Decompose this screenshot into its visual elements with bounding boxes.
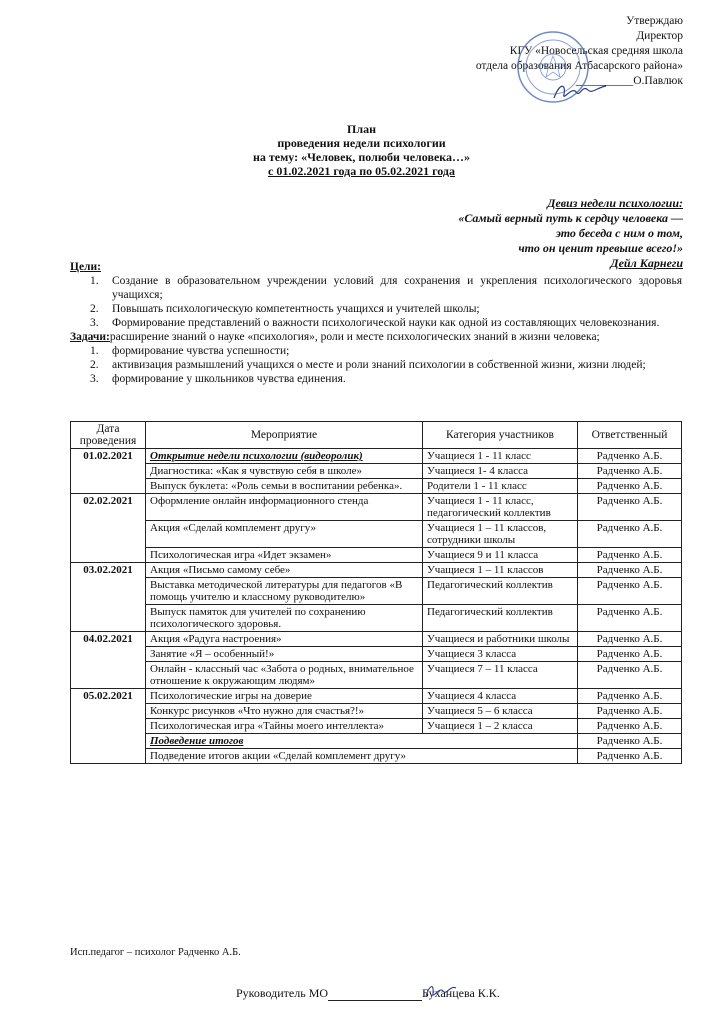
event-cell: Психологическая игра «Тайны моего интеллекта»	[146, 719, 423, 734]
tasks-heading: Задачи:	[70, 331, 110, 343]
responsible-cell: Радченко А.Б.	[578, 734, 682, 749]
column-header-responsible: Ответственный	[578, 422, 682, 449]
head-signature-line	[236, 986, 500, 1001]
motto-author: Дейл Карнеги	[610, 256, 683, 270]
column-header-category: Категория участников	[423, 422, 578, 449]
tasks-list	[70, 344, 682, 386]
responsible-cell: Радченко А.Б.	[578, 749, 682, 764]
motto-line: что он ценит превыше всего!»	[518, 241, 683, 255]
event-cell: Выставка методической литературы для педагогов «В помощь учителю и классному руководителю»	[146, 578, 423, 605]
event-cell: Занятие «Я – особенный!»	[146, 647, 423, 662]
list-item	[70, 344, 682, 358]
approval-line: Утверждаю	[626, 15, 683, 27]
table-row	[71, 605, 682, 632]
table-row	[71, 632, 682, 647]
responsible-cell: Радченко А.Б.	[578, 605, 682, 632]
table-row	[71, 749, 682, 764]
event-cell: Психологическая игра «Идет экзамен»	[146, 548, 423, 563]
responsible-cell: Радченко А.Б.	[578, 563, 682, 578]
category-cell: Учащиеся 1 – 11 классов	[423, 563, 578, 578]
list-number: 2.	[90, 303, 99, 315]
responsible-cell: Радченко А.Б.	[578, 578, 682, 605]
list-text: активизация размышлений учащихся о месте и роли знаний психологии в собственной жизни, жизни людей;	[112, 359, 646, 371]
category-cell: Учащиеся 3 класса	[423, 647, 578, 662]
head-label: Руководитель МО	[236, 986, 329, 1000]
list-number: 3.	[90, 373, 99, 385]
motto-line: это беседа с ним о том,	[555, 226, 683, 240]
date-cell: 02.02.2021	[71, 494, 146, 563]
date-cell: 05.02.2021	[71, 689, 146, 764]
goals-heading: Цели:	[70, 261, 101, 273]
title-dates: с 01.02.2021 года по 05.02.2021 года	[268, 164, 455, 178]
approval-line: отдела образования Атбасарского района»	[475, 60, 683, 72]
list-number: 3.	[90, 317, 99, 329]
category-cell: Учащиеся 9 и 11 класса	[423, 548, 578, 563]
title-line: План	[347, 122, 376, 136]
event-cell: Диагностика: «Как я чувствую себя в школе»	[146, 464, 423, 479]
category-cell: Учащиеся 5 – 6 класса	[423, 704, 578, 719]
column-header-date: Дата проведения	[71, 422, 146, 449]
goals-list	[70, 274, 682, 330]
event-cell: Выпуск памяток для учителей по сохранению психологического здоровья.	[146, 605, 423, 632]
tasks-intro-line	[70, 330, 682, 344]
category-cell: Учащиеся 1 – 2 класса	[423, 719, 578, 734]
table-header-row	[71, 422, 682, 449]
table-row	[71, 578, 682, 605]
event-cell: Оформление онлайн информационного стенда	[146, 494, 423, 521]
category-cell: Учащиеся 1 – 11 классов, сотрудники школы	[423, 521, 578, 548]
table-row	[71, 449, 682, 464]
list-text: Формирование представлений о важности психологической науки как одной из составляющих человекознания.	[112, 317, 660, 329]
event-cell: Акция «Сделай комплемент другу»	[146, 521, 423, 548]
responsible-cell: Радченко А.Б.	[578, 494, 682, 521]
event-cell: Акция «Письмо самому себе»	[146, 563, 423, 578]
category-cell: Родители 1 - 11 класс	[423, 479, 578, 494]
list-number: 1.	[90, 345, 99, 357]
signature-icon	[550, 80, 610, 104]
category-cell: Учащиеся 7 – 11 класса	[423, 662, 578, 689]
table-row	[71, 689, 682, 704]
list-text: формирование чувства успешности;	[112, 345, 290, 357]
goals-section	[70, 260, 682, 386]
list-number: 2.	[90, 359, 99, 371]
responsible-cell: Радченко А.Б.	[578, 479, 682, 494]
tasks-intro: расширение знаний о науке «психология», роли и месте психологических знаний в жизни человека;	[109, 331, 600, 343]
head-name: Буханцева К.К.	[422, 986, 500, 1000]
event-cell: Открытие недели психологии (видеоролик)	[146, 449, 423, 464]
table-row	[71, 521, 682, 548]
list-item	[70, 372, 682, 386]
table-row	[71, 719, 682, 734]
category-cell: Учащиеся 4 класса	[423, 689, 578, 704]
category-cell: Учащиеся 1 - 11 класс	[423, 449, 578, 464]
table-row	[71, 734, 682, 749]
title-line: проведения недели психологии	[277, 136, 446, 150]
responsible-cell: Радченко А.Б.	[578, 704, 682, 719]
responsible-cell: Радченко А.Б.	[578, 689, 682, 704]
list-item	[70, 358, 682, 372]
table-row	[71, 548, 682, 563]
list-item	[70, 316, 682, 330]
category-cell: Учащиеся 1- 4 класса	[423, 464, 578, 479]
approval-line: __________О.Павлюк	[575, 75, 683, 87]
event-cell: Подведение итогов акции «Сделай комплемент другу»	[146, 749, 578, 764]
event-cell: Онлайн - классный час «Забота о родных, внимательное отношение к окружающим людям»	[146, 662, 423, 689]
column-header-event: Мероприятие	[146, 422, 423, 449]
event-cell: Психологические игры на доверие	[146, 689, 423, 704]
list-text: формирование у школьников чувства единения.	[112, 373, 346, 385]
event-cell: Конкурс рисунков «Что нужно для счастья?!»	[146, 704, 423, 719]
executor-note: Исп.педагог – психолог Радченко А.Б.	[70, 947, 241, 958]
category-cell: Учащиеся 1 - 11 класс, педагогический коллектив	[423, 494, 578, 521]
table-row	[71, 563, 682, 578]
list-number: 1.	[90, 275, 99, 287]
date-cell: 01.02.2021	[71, 449, 146, 494]
responsible-cell: Радченко А.Б.	[578, 719, 682, 734]
responsible-cell: Радченко А.Б.	[578, 521, 682, 548]
list-item	[70, 302, 682, 316]
category-cell: Педагогический коллектив	[423, 605, 578, 632]
responsible-cell: Радченко А.Б.	[578, 449, 682, 464]
title-line: на тему: «Человек, полюби человека…»	[252, 150, 471, 164]
event-cell: Подведение итогов	[146, 734, 578, 749]
table-row	[71, 464, 682, 479]
signature-icon	[423, 980, 459, 1002]
event-cell: Выпуск буклета: «Роль семьи в воспитании ребенка».	[146, 479, 423, 494]
event-cell: Акция «Радуга настроения»	[146, 632, 423, 647]
plan-table	[70, 421, 682, 764]
approval-line: Директор	[636, 30, 683, 42]
responsible-cell: Радченко А.Б.	[578, 632, 682, 647]
table-row	[71, 647, 682, 662]
list-text: Создание в образовательном учреждении условий для сохранения и укрепления психологического здоровья учащихся;	[112, 275, 682, 301]
responsible-cell: Радченко А.Б.	[578, 662, 682, 689]
motto-heading: Девиз недели психологии:	[547, 196, 683, 210]
list-text: Повышать психологическую компетентность учащихся и учителей школы;	[112, 303, 480, 315]
signature-underline	[328, 988, 422, 1001]
table-row	[71, 479, 682, 494]
table-row	[71, 704, 682, 719]
list-item	[70, 274, 682, 302]
responsible-cell: Радченко А.Б.	[578, 647, 682, 662]
category-cell: Учащиеся и работники школы	[423, 632, 578, 647]
category-cell: Педагогический коллектив	[423, 578, 578, 605]
document-title	[0, 122, 723, 178]
responsible-cell: Радченко А.Б.	[578, 464, 682, 479]
date-cell: 04.02.2021	[71, 632, 146, 689]
motto-line: «Самый верный путь к сердцу человека —	[458, 211, 683, 225]
table-row	[71, 662, 682, 689]
responsible-cell: Радченко А.Б.	[578, 548, 682, 563]
table-row	[71, 494, 682, 521]
approval-line: КГУ «Новосельская средняя школа	[509, 45, 683, 57]
date-cell: 03.02.2021	[71, 563, 146, 632]
